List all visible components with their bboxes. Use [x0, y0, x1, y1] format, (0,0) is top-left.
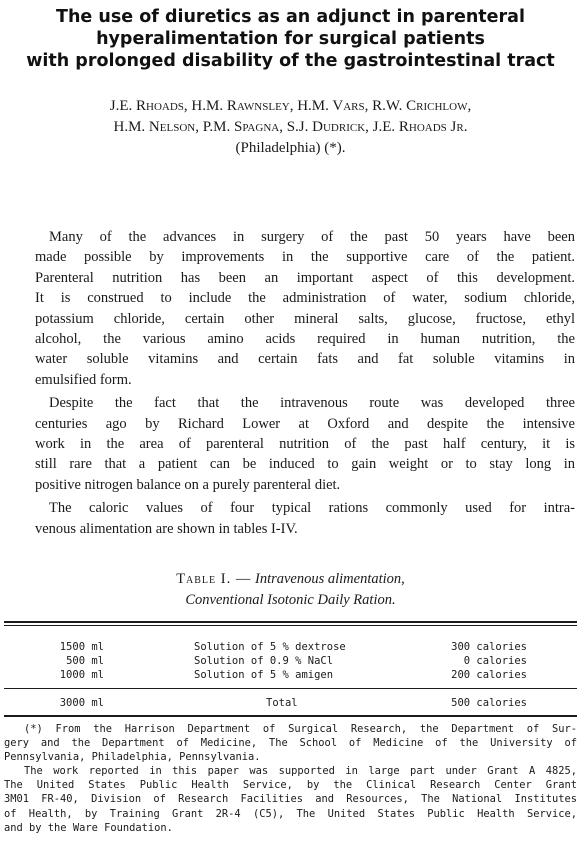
table-caption — [0, 569, 581, 611]
text-line: positive nitrogen balance on a purely parenteral diet. — [35, 476, 341, 493]
footnote-line: of Health, by Training Grant 2R-4 (C5), The United States Public Health Service, — [4, 807, 577, 820]
table-rule — [4, 621, 577, 623]
text-line: emulsified form. — [35, 371, 132, 388]
table-row — [4, 654, 577, 668]
text-line: made possible by improvements in the supportive care of the patient. — [35, 249, 575, 266]
title-line: hyperalimentation for surgical patients — [96, 29, 485, 49]
body-text — [35, 227, 575, 542]
text-line: Despite the fact that the intravenous route was developed three — [49, 395, 575, 412]
footnote — [4, 764, 577, 834]
calories-cell: 200 calories — [451, 669, 527, 681]
table-rule — [4, 625, 577, 626]
ration-table — [4, 621, 577, 717]
author-line: J.E. Rhoads, H.M. Rawnsley, H.M. Vars, R.W. Crichlow, — [109, 98, 472, 114]
title-line: with prolonged disability of the gastrointestinal tract — [26, 51, 555, 71]
calories-cell: 300 calories — [451, 641, 527, 653]
footnote-line: The work reported in this paper was supported in large part under Grant A 4825, — [24, 765, 577, 778]
calories-cell: 500 calories — [451, 697, 527, 709]
solution-cell: Solution of 0.9 % NaCl — [194, 655, 334, 667]
text-line: still rare that a patient can be induced to gain weight or to stay long in — [35, 456, 575, 473]
table-caption-line: Intravenous alimentation, — [254, 571, 405, 587]
text-line: work in the area of parenteral nutrition of the past half century, it is — [35, 436, 575, 453]
calories-cell: 0 calories — [463, 655, 527, 667]
table-row — [4, 668, 577, 682]
solution-cell: Solution of 5 % dextrose — [194, 641, 346, 653]
table-row — [4, 640, 577, 654]
table-total-row — [4, 696, 577, 710]
text-line: Parenteral nutrition has been an important aspect of this development. — [35, 269, 575, 286]
paragraph — [35, 393, 575, 495]
paper-title — [0, 6, 581, 72]
text-line: It is construed to include the administration of water, sodium chloride, — [35, 290, 575, 307]
table-label: Table I. — — [176, 571, 252, 587]
footnote-line: (*) From the Harrison Department of Surgical Research, the Department of Sur- — [24, 723, 577, 735]
text-line: water soluble vitamins and certain fats and fat soluble vitamins in — [35, 351, 575, 368]
volume-cell: 3000 ml — [59, 697, 104, 709]
author-list — [0, 96, 581, 159]
footnotes — [4, 722, 577, 835]
total-label: Total — [266, 697, 298, 709]
text-line: The caloric values of four typical rations commonly used for intra- — [49, 500, 575, 517]
footnote-line: 3M01 FR-40, Division of Research Facilities and Resources, The National Institutes — [4, 793, 577, 806]
text-line: centuries ago by Richard Lower at Oxford and despite the intensive — [35, 415, 575, 432]
text-line: potassium chloride, certain other mineral salts, glucose, fructose, ethyl — [35, 310, 575, 327]
volume-cell: 1000 ml — [59, 669, 104, 681]
author-line: H.M. Nelson, P.M. Spagna, S.J. Dudrick, J.E. Rhoads Jr. — [113, 119, 468, 135]
footnote-line: gery and the Department of Medicine, The School of Medicine of the University of — [4, 737, 577, 750]
paragraph — [35, 498, 575, 539]
footnote-line: Pennsylvania, Philadelphia, Pennsylvania. — [4, 751, 261, 764]
paragraph — [35, 227, 575, 390]
text-line: alcohol, the various amino acids required in human nutrition, the — [35, 331, 575, 348]
footnote-line: The United States Public Health Service, by the Clinical Research Center Grant — [4, 779, 577, 792]
author-affiliation: (Philadelphia) (*). — [235, 140, 346, 156]
volume-cell: 1500 ml — [59, 641, 104, 653]
solution-cell: Solution of 5 % amigen — [194, 669, 334, 681]
volume-cell: 500 ml — [66, 655, 104, 667]
title-line: The use of diuretics as an adjunct in parenteral — [56, 7, 525, 27]
table-rule — [4, 715, 577, 717]
footnote-line: and by the Ware Foundation. — [4, 821, 173, 834]
table-caption-line: Conventional Isotonic Daily Ration. — [185, 592, 396, 608]
text-line: Many of the advances in surgery of the past 50 years have been — [49, 229, 575, 245]
table-rule — [4, 688, 577, 689]
text-line: venous alimentation are shown in tables I-IV. — [35, 520, 298, 537]
footnote — [4, 722, 577, 764]
